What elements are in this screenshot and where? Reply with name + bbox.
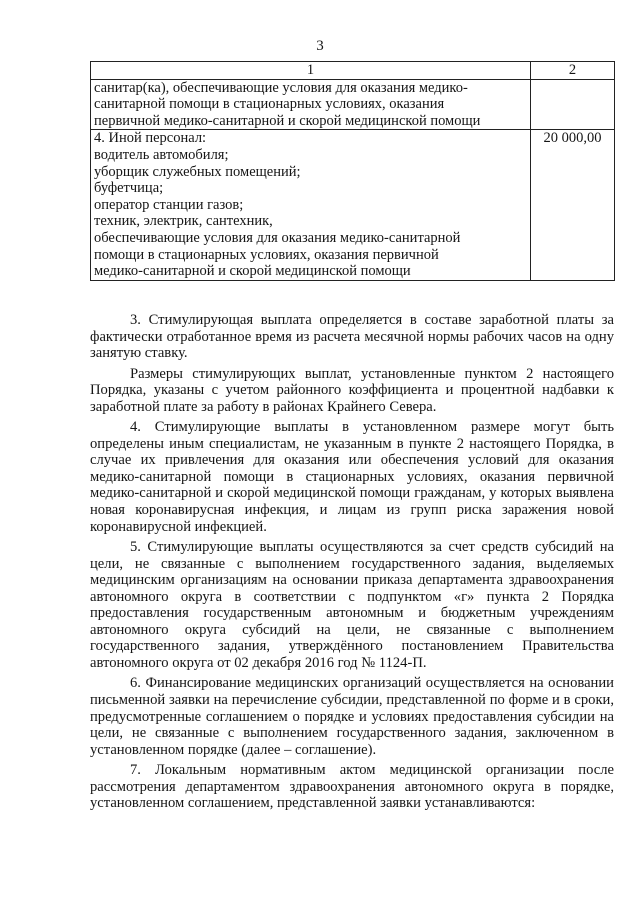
table-cell-amount: 20 000,00 bbox=[531, 130, 615, 280]
cell-text-line: обеспечивающие условия для оказания медико-санитарной bbox=[94, 229, 461, 246]
cell-text-line: оператор станции газов; bbox=[94, 196, 244, 213]
table-cell-position bbox=[91, 130, 531, 280]
paragraph-6: 6. Финансирование медицинских организаций осуществляется на основании письменной заявки на перечисление субсидии, представленной по форме и в сроки, предусмотренные соглашением о порядке и условиях предоставления субсидии на цели, не связанные с выполнением государственного задания, заключенном в установленном порядке (далее – соглашение). bbox=[90, 675, 614, 758]
column-1-header: 1 bbox=[91, 62, 531, 80]
paragraph-4: 4. Стимулирующие выплаты в установленном размере могут быть определены иным специалистам, не указанным в пункте 2 настоящего Порядка, в случае их привлечения для оказания или обеспечения условий для оказания медико-санитарной помощи в стационарных условиях, оказания первичной медико-санитарной и скорой медицинской помощи гражданам, у которых выявлена новая коронавирусная инфекция, и лицам из групп риска заражения новой коронавирусной инфекцией. bbox=[90, 419, 614, 535]
table-cell-position bbox=[91, 79, 531, 130]
paragraph-7: 7. Локальным нормативным актом медицинской организации после рассмотрения департаментом здравоохранения автономного округа в порядке, установленном соглашением, представленной заявки устанавливаются: bbox=[90, 762, 614, 812]
paragraph-3: 3. Стимулирующая выплата определяется в составе заработной платы за фактически отработанное время из расчета месячной нормы рабочих часов на одну занятую ставку. bbox=[90, 312, 614, 362]
page-number: 3 bbox=[316, 38, 324, 54]
table-row bbox=[91, 130, 615, 280]
cell-text-line: уборщик служебных помещений; bbox=[94, 163, 301, 180]
paragraph-3-continued: Размеры стимулирующих выплат, установленные пунктом 2 настоящего Порядка, указаны с учетом районного коэффициента и процентной надбавки к заработной плате за работу в районах Крайнего Севера. bbox=[90, 365, 614, 415]
cell-text-line: 4. Иной персонал: bbox=[94, 130, 207, 147]
cell-text-line: техник, электрик, сантехник, bbox=[94, 213, 273, 230]
paragraph-5: 5. Стимулирующие выплаты осуществляются за счет средств субсидий на цели, не связанные с выполнением государственного задания, выделяемых медицинским организациям на основании приказа департамента здравоохранения автономного округа в соответствии с подпунктом «г» пункта 2 Порядка предоставления государственным автономным и бюджетным учреждениям автономного округа субсидий на цели, не связанные с выполнением государственного задания, утверждённого постановлением Правительства автономного округа от 02 декабря 2016 год № 1124-П. bbox=[90, 539, 614, 671]
cell-text-line: первичной медико-санитарной и скорой медицинской помощи bbox=[94, 112, 481, 129]
table-row bbox=[91, 79, 615, 130]
cell-text-line: санитар(ка), обеспечивающие условия для оказания медико- bbox=[94, 79, 468, 96]
cell-text-line: помощи в стационарных условиях, оказания первичной bbox=[94, 246, 439, 263]
cell-text-line: санитарной помощи в стационарных условиях, оказания bbox=[94, 96, 445, 113]
document-body bbox=[90, 312, 614, 815]
cell-text-line: медико-санитарной и скорой медицинской помощи bbox=[94, 263, 411, 280]
cell-text-line: водитель автомобиля; bbox=[94, 146, 229, 163]
column-2-header: 2 bbox=[531, 62, 615, 80]
table-cell-amount bbox=[531, 79, 615, 130]
cell-text-line: буфетчица; bbox=[94, 180, 164, 197]
personnel-payment-table bbox=[90, 61, 615, 281]
table-header-row bbox=[91, 62, 615, 80]
